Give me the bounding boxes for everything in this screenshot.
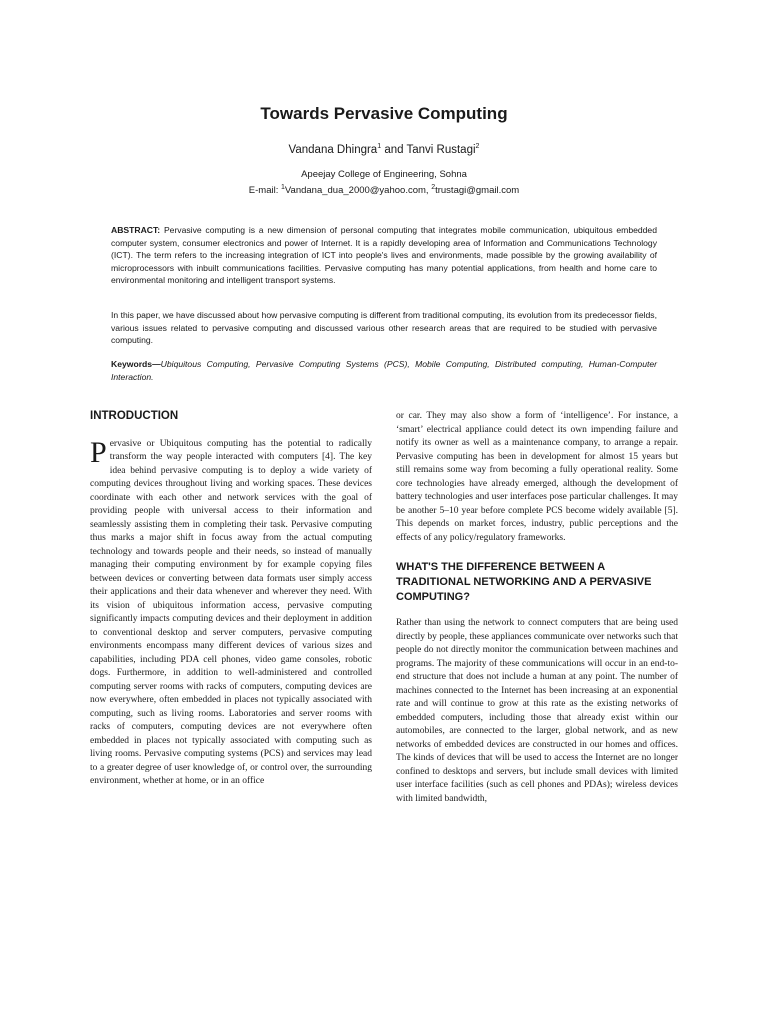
drop-cap: P: [90, 435, 107, 469]
email-2: trustagi@gmail.com: [435, 185, 520, 197]
left-column: [90, 410, 372, 789]
introduction-paragraph: [90, 435, 372, 789]
author-2: Tanvi Rustagi: [406, 143, 476, 156]
email-line: [0, 184, 768, 196]
section-heading-introduction: INTRODUCTION: [90, 410, 179, 422]
author-2-superscript: 2: [475, 143, 480, 150]
keywords-label: Keywords—: [111, 359, 161, 369]
author-1-superscript: 1: [377, 143, 382, 150]
difference-paragraph: Rather than using the network to connect computers that are being used directly by people, these appliances communicate over networks such that people do not directly monitor the communication between machines and programs. The majority of these communications will occur in an end-to-end structure that does not include a human at any point. The number of machines connected to the Internet has been increasing at an exponential rate and will continue to grow at this rate as the existing networks of embedded computers, including those that already exist within our automobiles, are connected to the larger, global network, and as new networks of embedded devices are constructed in our homes and offices. The kinds of devices that will be used to access the Internet are no longer confined to desktops and servers, but include small devices with limited user interface facilities (such as cell phones and PDAs); wireless devices with limited bandwidth,: [396, 618, 678, 804]
introduction-text: ervasive or Ubiquitous computing has the potential to radically transform the way people interacted with computers [4]. The key idea behind pervasive computing is to deploy a wide variety of computing devices throughout living and working spaces. These devices coordinate with each other and network services with the goal of providing people with universal access to their information and seamlessly assisting them in completing their task. Pervasive computing thus marks a major shift in focus away from the actual computing technology and towards people and their needs, so instead of manually managing their computing environment by for example copying files between devices or converting between data formats user simply access their applications and their data whenever and wherever they need. With its vision of ubiquitous information access, pervasive computing significantly impacts computing devices and their deployment in addition to conventional desktop and server computers, pervasive computing environments encompass many different devices of various sizes and capabilities, including PDA cell phones, video game consoles, robotic dogs. Furthermore, in addition to well-administered and controlled computing server rooms with racks of computers, computing devices are now everywhere, often embedded in places not typically associated with computing, such as living rooms. Laboratories and server rooms with racks of computers, computing devices are not everywhere often embedded in places not typically associated with computing such as living rooms. Pervasive computing systems (PCS) and services may lead to a greater degree of user knowledge of, or control over, the surrounding environment, whether at home, or in an office: [90, 438, 372, 786]
email-1-superscript: 1: [281, 184, 285, 191]
paper-title: Towards Pervasive Computing: [260, 104, 508, 123]
section-heading-difference: WHAT'S THE DIFFERENCE BETWEEN A TRADITIONAL NETWORKING AND A PERVASIVE COMPUTING?: [396, 561, 652, 603]
email-prefix: E-mail:: [248, 185, 281, 197]
abstract-paragraph: [111, 224, 657, 287]
abstract-text: Pervasive computing is a new dimension of personal computing that integrates mobile communication, ubiquitous embedded computer system, consumer electronics and power of Internet. It is a rapidly developing area of Information and Communications Technology (ICT). The term refers to the increasing integration of ICT into people's lives and environments, made possible by the growing availability of microprocessors with inbuilt communications facilities. Pervasive computing has many potential applications, from health and home care to environmental monitoring and intelligent transport systems.: [111, 225, 657, 285]
author-1: Vandana Dhingra: [288, 143, 378, 156]
email-2-superscript: 2: [431, 184, 436, 191]
abstract-paragraph-2: In this paper, we have discussed about how pervasive computing is different from traditional computing, its evolution from its predecessor fields, various issues related to pervasive computing and discussed various other research areas that are required to be studied with pervasive computing.: [111, 310, 657, 345]
author-conjunction: and: [381, 143, 407, 156]
author-line: [0, 143, 768, 156]
introduction-continuation: or car. They may also show a form of ‘intelligence’. For instance, a ‘smart’ electrical appliance could detect its own impending failure and notify its owner as well as a maintenance company, to arrange a repair. Pervasive computing has been in development for almost 15 years but still remains some way from becoming a fully operational reality. Some core technologies have already emerged, although the development of battery technologies and user interfaces pose particular challenges. It may be another 5–10 year before complete PCS become widely available [5]. This depends on market forces, industry, public perceptions and the effects of any policy/regulatory frameworks.: [396, 411, 678, 543]
keywords-text: Ubiquitous Computing, Pervasive Computing Systems (PCS), Mobile Computing, Distributed computing, Human-Computer Interaction.: [111, 359, 657, 382]
email-1: Vandana_dua_2000@yahoo.com,: [284, 185, 429, 197]
keywords: [111, 358, 657, 383]
affiliation: Apeejay College of Engineering, Sohna: [301, 169, 467, 180]
abstract-label: ABSTRACT:: [111, 225, 164, 235]
right-column: [396, 410, 678, 806]
